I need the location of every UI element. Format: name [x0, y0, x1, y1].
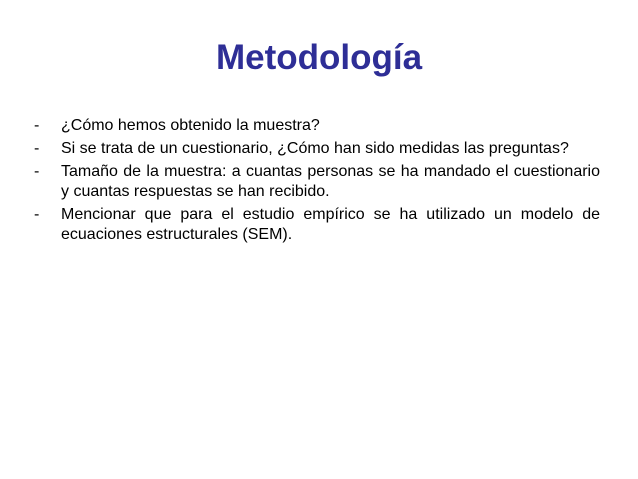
bullet-item	[34, 139, 600, 159]
bullet-item	[34, 116, 600, 136]
slide-title: Metodología	[215, 38, 423, 77]
bullet-text: ¿Cómo hemos obtenido la muestra?	[61, 117, 320, 134]
bullet-dash: -	[34, 206, 40, 223]
bullet-dash: -	[34, 140, 40, 157]
bullet-text: Mencionar que para el estudio empírico se ha utilizado un modelo de ecuaciones estructurales (SEM).	[61, 206, 600, 243]
bullet-dash: -	[34, 117, 40, 134]
bullet-item	[34, 162, 600, 202]
bullet-text: Si se trata de un cuestionario, ¿Cómo han sido medidas las preguntas?	[61, 140, 569, 157]
bullet-dash: -	[34, 163, 40, 180]
bullet-list	[34, 116, 600, 248]
bullet-item	[34, 205, 600, 245]
bullet-text: Tamaño de la muestra: a cuantas personas se ha mandado el cuestionario y cuantas respuestas se han recibido.	[61, 163, 600, 200]
